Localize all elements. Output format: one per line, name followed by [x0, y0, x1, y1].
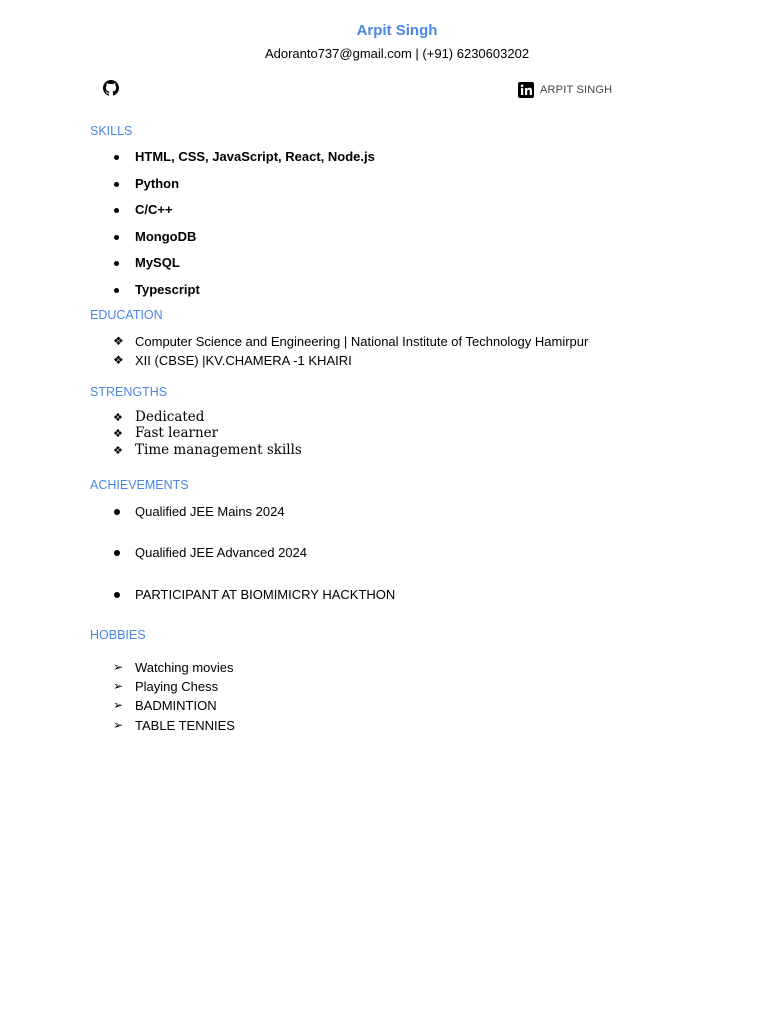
skill-item: MySQL — [112, 255, 375, 282]
contact-line: Adoranto737@gmail.com | (+91) 6230603202 — [264, 46, 530, 61]
resume-name: Arpit Singh — [356, 22, 438, 39]
skill-item: MongoDB — [112, 229, 375, 256]
diamond-bullet-icon: ❖ — [113, 353, 124, 367]
bullet-icon — [114, 592, 120, 598]
education-list — [112, 334, 588, 372]
arrow-bullet-icon: ➢ — [113, 679, 124, 694]
linkedin-label: ARPIT SINGH — [540, 84, 613, 96]
skill-item: HTML, CSS, JavaScript, React, Node.js — [112, 149, 375, 176]
strengths-heading: STRENGTHS — [90, 385, 168, 399]
hobby-item: ➢ TABLE TENNIES — [113, 717, 235, 733]
bullet-icon — [114, 509, 120, 515]
bullet-icon — [114, 182, 119, 187]
skill-item: Python — [112, 176, 375, 203]
education-item: ❖ Computer Science and Engineering | National Institute of Technology Hamirpur — [113, 334, 589, 349]
hobby-item: ➢ BADMINTION — [113, 698, 217, 714]
bullet-icon — [114, 550, 120, 556]
github-icon[interactable] — [103, 80, 119, 96]
hobby-item: ➢ Watching movies — [113, 660, 234, 675]
education-item: ❖ XII (CBSE) |KV.CHAMERA -1 KHAIRI — [113, 353, 352, 368]
hobbies-list — [112, 660, 235, 737]
arrow-bullet-icon: ➢ — [113, 717, 124, 732]
bullet-icon — [114, 155, 119, 160]
strengths-list — [112, 409, 302, 458]
hobby-item: ➢ Playing Chess — [113, 679, 219, 695]
achievements-heading: ACHIEVEMENTS — [90, 478, 189, 492]
arrow-bullet-icon: ➢ — [113, 660, 124, 674]
diamond-bullet-icon: ❖ — [113, 427, 123, 441]
strength-item: ❖ Time management skills — [113, 441, 302, 458]
arrow-bullet-icon: ➢ — [113, 698, 124, 713]
achievement-item: PARTICIPANT AT BIOMIMICRY HACKTHON — [112, 587, 395, 628]
diamond-bullet-icon: ❖ — [113, 334, 124, 348]
bullet-icon — [114, 235, 119, 240]
hobbies-heading: HOBBIES — [90, 628, 146, 642]
bullet-icon — [114, 208, 119, 213]
skill-item: Typescript — [112, 282, 375, 309]
strength-item: ❖ Fast learner — [113, 425, 219, 442]
achievements-list — [112, 504, 395, 628]
diamond-bullet-icon: ❖ — [113, 443, 123, 457]
skills-list — [112, 149, 375, 308]
achievement-item: Qualified JEE Advanced 2024 — [112, 545, 395, 586]
achievement-item: Qualified JEE Mains 2024 — [112, 504, 395, 545]
skills-heading: SKILLS — [90, 124, 133, 138]
bullet-icon — [114, 288, 119, 293]
strength-item: ❖ Dedicated — [113, 409, 205, 425]
diamond-bullet-icon: ❖ — [113, 411, 123, 424]
linkedin-icon — [518, 82, 534, 98]
education-heading: EDUCATION — [90, 308, 163, 322]
linkedin-link[interactable] — [518, 82, 612, 98]
skill-item: C/C++ — [112, 202, 375, 229]
bullet-icon — [114, 261, 119, 266]
